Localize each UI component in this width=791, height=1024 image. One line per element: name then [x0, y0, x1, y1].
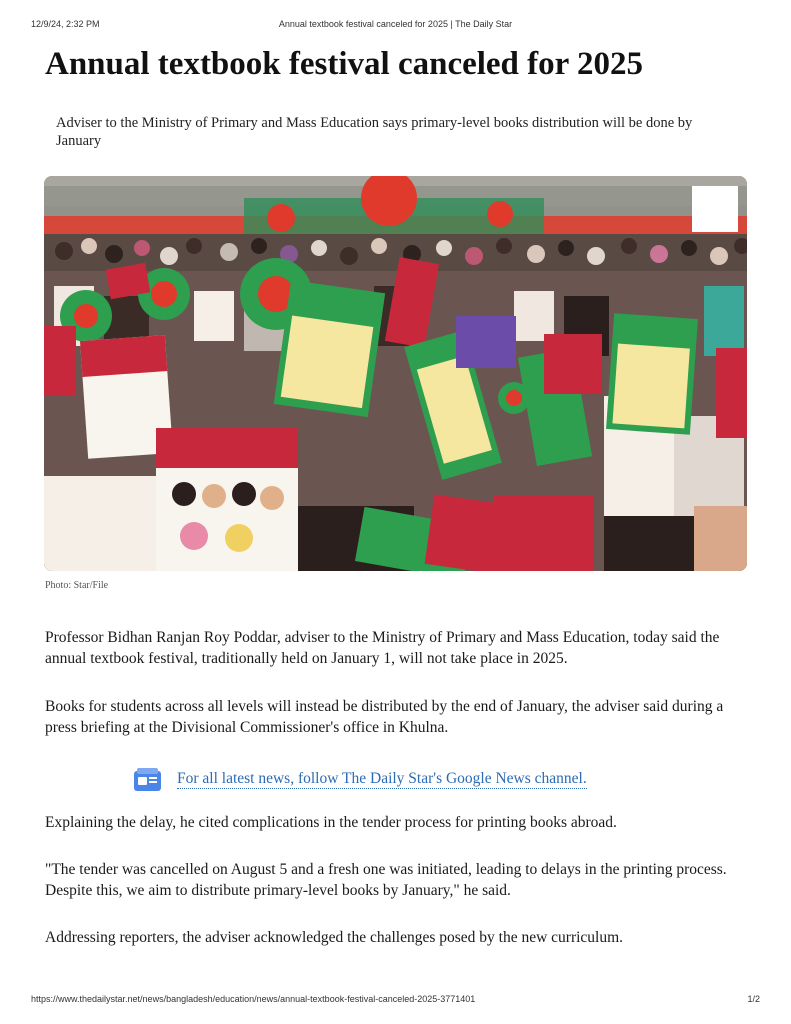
print-page-title: Annual textbook festival canceled for 2025 | The Daily Star — [278, 19, 513, 29]
google-news-promo[interactable] — [134, 766, 587, 792]
article-paragraph-4: "The tender was cancelled on August 5 and a fresh one was initiated, leading to delays in the printing process. Despite this, we aim to distribute primary-level books by January," he said. — [45, 861, 727, 899]
article-paragraph-2: Books for students across all levels will instead be distributed by the end of January, the adviser said during a press briefing at the Divisional Commissioner's office in Khulna. — [45, 698, 724, 736]
article-paragraph-3: Explaining the delay, he cited complications in the tender process for printing books abroad. — [45, 814, 617, 831]
article-headline: Annual textbook festival canceled for 2025 — [45, 46, 643, 82]
article-subhead: Adviser to the Ministry of Primary and Mass Education says primary-level books distribution will be done by January — [56, 115, 693, 149]
print-url[interactable]: https://www.thedailystar.net/news/bangladesh/education/news/annual-textbook-festival-canceled-2025-3771401 — [31, 994, 476, 1004]
print-footer — [31, 994, 760, 1008]
google-news-icon — [134, 768, 161, 791]
article-paragraph-5: Addressing reporters, the adviser acknowledged the challenges posed by the new curriculum. — [45, 929, 624, 946]
photo-caption: Photo: Star/File — [45, 580, 109, 591]
article-photo — [44, 176, 747, 571]
article-paragraph-1: Professor Bidhan Ranjan Roy Poddar, adviser to the Ministry of Primary and Mass Education, today said the annual textbook festival, traditionally held on January 1, will not take place in 2025. — [45, 629, 720, 667]
print-datetime: 12/9/24, 2:32 PM — [31, 19, 100, 29]
google-news-link[interactable]: For all latest news, follow The Daily Star's Google News channel. — [177, 769, 587, 787]
print-header — [31, 19, 760, 33]
print-page-number: 1/2 — [747, 994, 760, 1004]
photo-illustration — [44, 176, 747, 571]
